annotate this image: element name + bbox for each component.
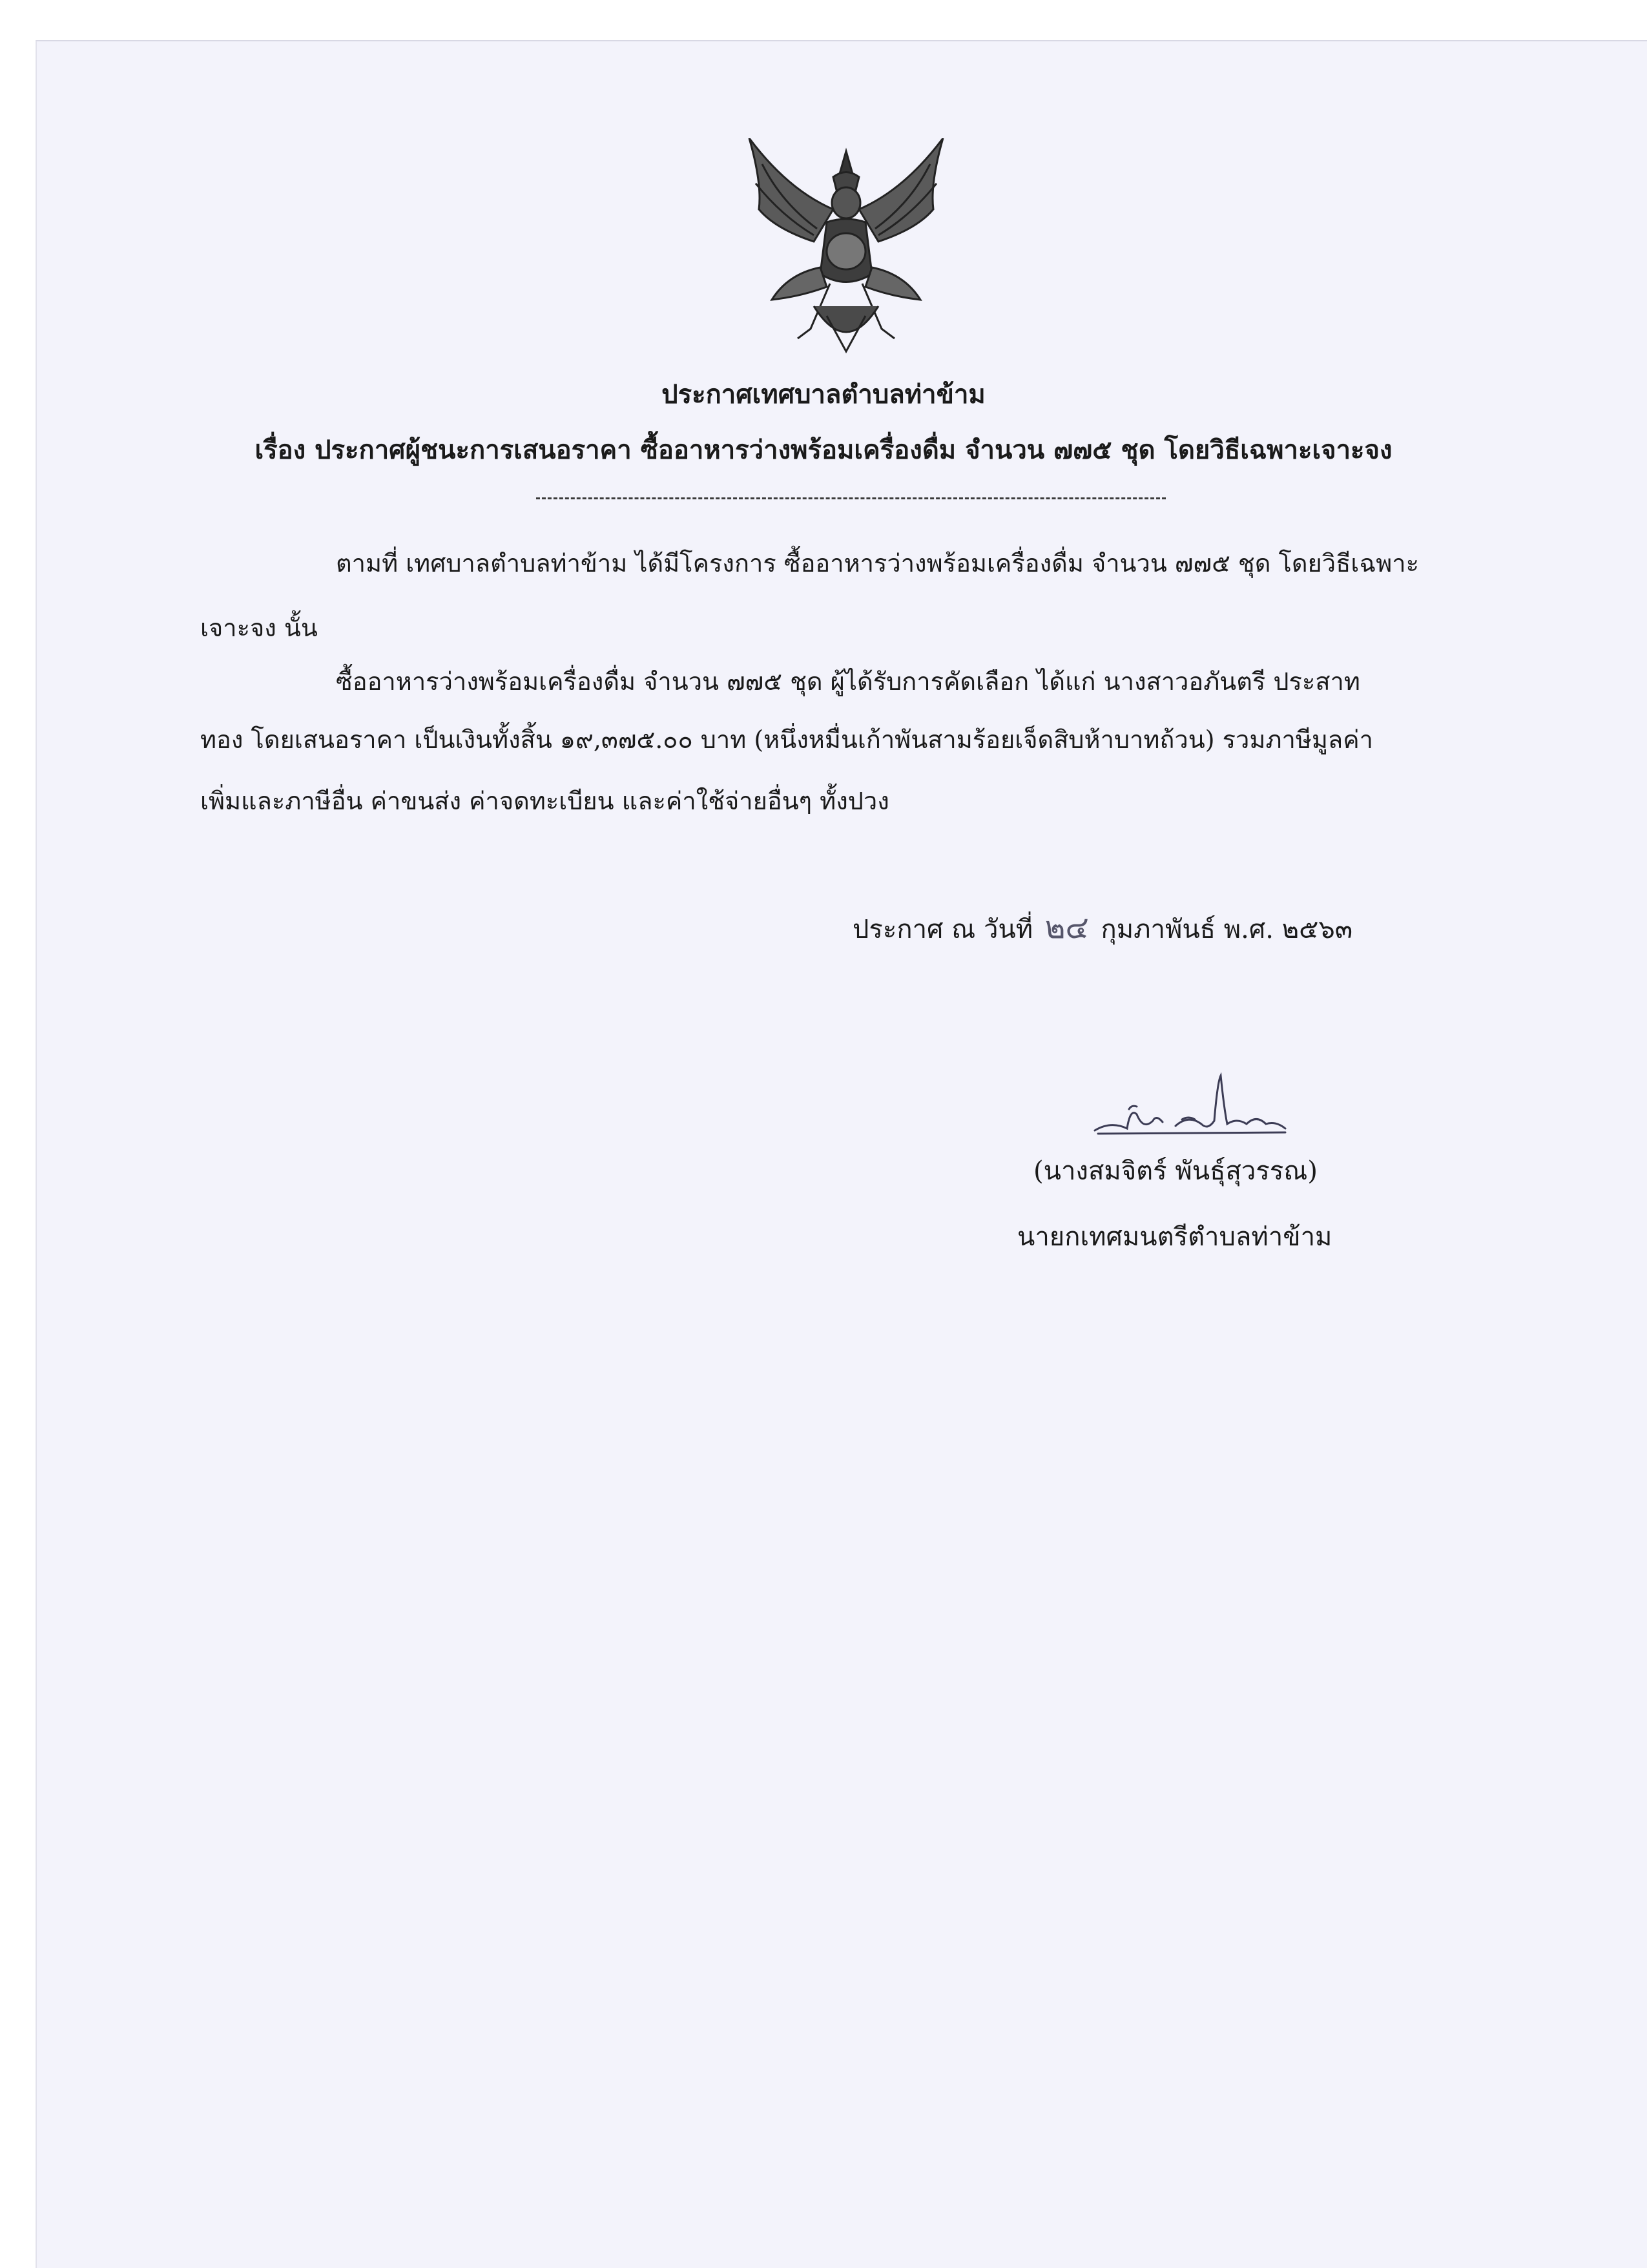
paragraph-1-line-2: เจาะจง นั้น bbox=[200, 614, 318, 642]
paragraph-2-line-2: ทอง โดยเสนอราคา เป็นเงินทั้งสิ้น ๑๙,๓๗๕.๐๐ บาท (หนึ่งหมื่นเก้าพันสามร้อยเจ็ดสิบห้าบาทถ้วน) รวมภาษีมูลค่า bbox=[200, 725, 1373, 754]
announcement-prefix: ประกาศ ณ วันที่ bbox=[853, 915, 1033, 944]
document-subject: เรื่อง ประกาศผู้ชนะการเสนอราคา ซื้ออาหารว่างพร้อมเครื่องดื่ม จำนวน ๗๗๕ ชุด โดยวิธีเฉพาะเจาะจง bbox=[254, 435, 1393, 465]
signer-position: นายกเทศมนตรีตำบลท่าข้าม bbox=[1017, 1222, 1332, 1252]
paragraph-1-line-1: ตามที่ เทศบาลตำบลท่าข้าม ได้มีโครงการ ซื้ออาหารว่างพร้อมเครื่องดื่ม จำนวน ๗๗๕ ชุด โดยวิธีเฉพาะ bbox=[336, 549, 1420, 577]
signer-name: (นางสมจิตร์ พันธุ์สุวรรณ) bbox=[1033, 1156, 1318, 1186]
document-title: ประกาศเทศบาลตำบลท่าข้าม bbox=[661, 379, 986, 410]
announcement-date bbox=[853, 903, 1352, 952]
paragraph-2-line-1: ซื้ออาหารว่างพร้อมเครื่องดื่ม จำนวน ๗๗๕ ชุด ผู้ได้รับการคัดเลือก ได้แก่ นางสาวอภันตรี ประสาท bbox=[336, 667, 1360, 696]
garuda-seal-icon bbox=[736, 138, 956, 364]
handwritten-signature bbox=[1092, 1069, 1292, 1143]
handwritten-day: ๒๔ bbox=[1044, 910, 1089, 946]
announcement-month-year: กุมภาพันธ์ พ.ศ. ๒๕๖๓ bbox=[1101, 915, 1353, 944]
separator-line bbox=[536, 497, 1166, 499]
paragraph-2-line-3: เพิ่มและภาษีอื่น ค่าขนส่ง ค่าจดทะเบียน และค่าใช้จ่ายอื่นๆ ทั้งปวง bbox=[200, 787, 889, 815]
